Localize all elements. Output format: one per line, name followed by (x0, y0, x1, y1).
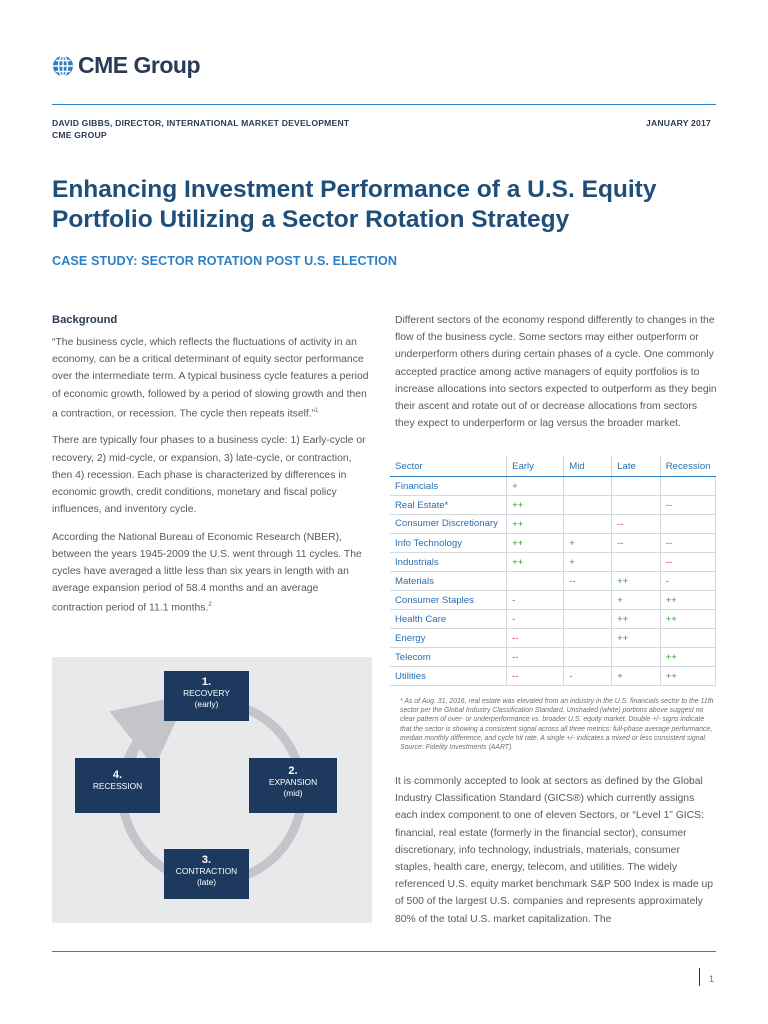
phase-recovery (164, 671, 249, 721)
background-paragraph-2: There are typically four phases to a business cycle: 1) Early-cycle or recovery, 2) mid-cycle, or expansion, 3) late-cycle, or contraction, then 4) recession. Each phase is characterized by differences in economic growth, credit conditions, monetary and fiscal policy influences, and inventory cycle. (52, 435, 366, 516)
table-header-row (390, 456, 716, 477)
phase-recession (75, 758, 160, 813)
table-row (390, 496, 716, 515)
signal-cell (564, 591, 612, 610)
phase-number: 3. (201, 854, 212, 866)
footer-divider (52, 951, 716, 952)
table-row (390, 553, 716, 572)
publication-date: JANUARY 2017 (646, 118, 711, 128)
signal-cell (564, 477, 612, 496)
signal-cell: ++ (612, 629, 661, 648)
signal-cell: -- (660, 496, 715, 515)
sector-name-cell: Info Technology (390, 534, 507, 553)
signal-cell: + (564, 534, 612, 553)
footnote-ref: 1 (315, 407, 319, 414)
signal-cell: + (507, 477, 564, 496)
sector-name-cell: Telecom (390, 648, 507, 667)
background-paragraph-1 (52, 334, 372, 422)
signal-cell (612, 648, 661, 667)
page-number: 1 (709, 974, 715, 984)
signal-cell: + (612, 591, 661, 610)
column-header: Early (507, 456, 564, 477)
sector-name-cell: Industrials (390, 553, 507, 572)
header-divider (52, 104, 716, 105)
phase-sublabel: (late) (196, 877, 217, 887)
left-column (52, 312, 372, 627)
phase-sublabel: (early) (194, 699, 219, 709)
signal-cell: - (507, 610, 564, 629)
signal-cell: ++ (660, 648, 715, 667)
signal-cell (564, 629, 612, 648)
signal-cell: ++ (660, 610, 715, 629)
signal-cell: ++ (507, 515, 564, 534)
cme-group-logo (52, 52, 200, 79)
phase-label: CONTRACTION (175, 866, 238, 876)
signal-cell (660, 515, 715, 534)
signal-cell (612, 477, 661, 496)
signal-cell: ++ (660, 591, 715, 610)
phase-label: RECOVERY (183, 688, 230, 698)
sector-name-cell: Utilities (390, 667, 507, 686)
sector-name-cell: Real Estate* (390, 496, 507, 515)
signal-cell: ++ (660, 667, 715, 686)
table-row (390, 610, 716, 629)
table-row (390, 572, 716, 591)
paragraph-text: According the National Bureau of Economic Research (NBER), between the years 1945-2009 the U.S. went through 11 cycles. The cycles have averaged a little less than six years in length with an average expansion period of 58.4 months and an average contraction period of 11.1 months. (52, 531, 362, 614)
phase-label: EXPANSION (268, 777, 318, 787)
signal-cell (507, 572, 564, 591)
column-header: Late (612, 456, 661, 477)
gics-paragraph: It is commonly accepted to look at sectors as defined by the Global Industry Classification Standard (GICS®) which currently assigns each index component to one of eleven Sectors, or “Level 1” GICS: financial, real estate (formerly in the financial sector), consumer discretionary, info technology, industrials, materials, consumer staples, health care, energy, telecom, and utilities. The widely referenced U.S. equity market benchmark S&P 500 Index is made up of 500 of the largest U.S. companies and represents approximately 80% of the total U.S. market capitalization. The (395, 776, 714, 925)
signal-cell (564, 648, 612, 667)
phase-number: 4. (112, 769, 123, 781)
paragraph-text: “The business cycle, which reflects the fluctuations of activity in an economy, can be a critical determinant of equity sector performance over the intermediate term. A typical business cycle features a period of economic growth, followed by a period of slowing growth and then a contraction, or recession. The cycle then repeats itself.” (52, 337, 369, 420)
table-row (390, 667, 716, 686)
logo-text: CME Group (78, 52, 200, 78)
sector-name-cell: Health Care (390, 610, 507, 629)
footnote-ref: 2 (208, 602, 212, 609)
column-header: Recession (660, 456, 715, 477)
sector-name-cell: Consumer Staples (390, 591, 507, 610)
signal-cell: ++ (507, 496, 564, 515)
author-name: DAVID GIBBS, DIRECTOR, INTERNATIONAL MARKET DEVELOPMENT (52, 118, 350, 128)
table-row (390, 591, 716, 610)
table-row (390, 477, 716, 496)
globe-icon (52, 55, 74, 77)
signal-cell: + (612, 667, 661, 686)
signal-cell (612, 496, 661, 515)
signal-cell: ++ (507, 534, 564, 553)
signal-cell (564, 496, 612, 515)
author-block (52, 117, 349, 141)
page-title: Enhancing Investment Performance of a U.S. Equity Portfolio Utilizing a Sector Rotation Strategy (52, 176, 657, 233)
signal-cell: -- (507, 648, 564, 667)
sector-name-cell: Energy (390, 629, 507, 648)
table-row (390, 515, 716, 534)
column-header: Sector (390, 456, 507, 477)
signal-cell: ++ (612, 610, 661, 629)
right-column-gics (395, 773, 717, 938)
signal-cell: -- (660, 534, 715, 553)
sector-name-cell: Consumer Discretionary (390, 515, 507, 534)
phase-expansion (249, 758, 337, 813)
sector-rotation-table (390, 456, 716, 686)
signal-cell (564, 610, 612, 629)
signal-cell: -- (612, 515, 661, 534)
column-header: Mid (564, 456, 612, 477)
table-row (390, 648, 716, 667)
table-footnote: * As of Aug. 31, 2016, real estate was elevated from an industry in the U.S. financials sector to the 11th sector per the Global Industry Classification Standard. Unshaded (white) portions above suggest no clear pattern of over- or underperformance vs. broader U.S. equity market. Double +/- signs indicate that the sector is showing a consistent signal across all three metrics: full-phase average performance, median monthly difference, and cycle hit rate. A single +/- indicates a mixed or less consistent signal. Source: Fidelity Investments (AART). (400, 698, 714, 752)
signal-cell: -- (507, 667, 564, 686)
phase-sublabel: (mid) (283, 788, 303, 798)
business-cycle-diagram (52, 657, 372, 923)
signal-cell: -- (660, 553, 715, 572)
signal-cell (564, 515, 612, 534)
page-number-bar (699, 968, 700, 986)
phase-number: 1. (201, 676, 212, 688)
signal-cell: - (507, 591, 564, 610)
signal-cell: ++ (612, 572, 661, 591)
table-row (390, 629, 716, 648)
signal-cell: - (564, 667, 612, 686)
phase-label: RECESSION (92, 781, 143, 791)
signal-cell (612, 553, 661, 572)
signal-cell: -- (564, 572, 612, 591)
signal-cell: -- (507, 629, 564, 648)
table-row (390, 534, 716, 553)
signal-cell (660, 477, 715, 496)
sector-response-paragraph: Different sectors of the economy respond differently to changes in the flow of the business cycle. Some sectors may either outperform or underperform others during certain phases of a cycle. One commonly accepted practice among active managers of equity portfolios is to increase allocations into sectors expected to outperform as they begin their ascent and rotate out of or decrease allocations from sectors they expect to underperform or lag versus the broader market. (395, 315, 717, 430)
signal-cell: -- (612, 534, 661, 553)
right-column-intro (395, 312, 717, 442)
signal-cell (660, 629, 715, 648)
signal-cell: - (660, 572, 715, 591)
signal-cell: + (564, 553, 612, 572)
author-org: CME GROUP (52, 130, 107, 140)
page-subtitle: CASE STUDY: SECTOR ROTATION POST U.S. ELECTION (52, 254, 398, 268)
signal-cell: ++ (507, 553, 564, 572)
sector-name-cell: Materials (390, 572, 507, 591)
background-paragraph-3 (52, 529, 372, 617)
phase-number: 2. (288, 765, 298, 777)
sector-name-cell: Financials (390, 477, 507, 496)
phase-contraction (164, 849, 249, 899)
background-heading: Background (52, 314, 118, 326)
